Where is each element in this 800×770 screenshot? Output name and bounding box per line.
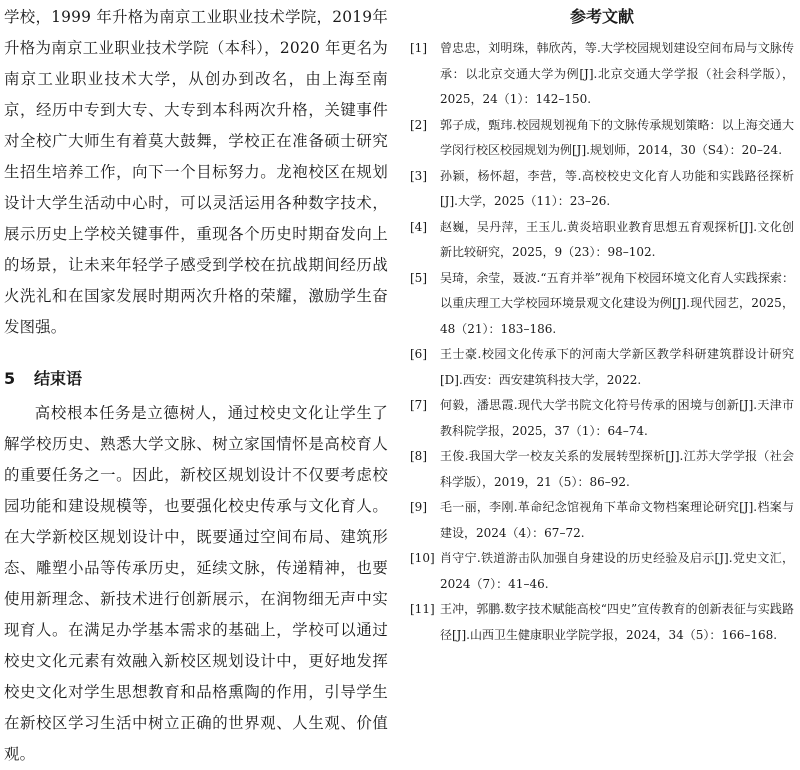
- left-column: [4, 2, 388, 770]
- reference-list: [410, 36, 794, 648]
- reference-number: [11]: [410, 602, 435, 616]
- reference-number: [5]: [410, 270, 427, 285]
- reference-text: 曾忠忠，刘明珠，韩欣芮，等.大学校园规划建设空间布局与文脉传承：以北京交通大学为例[J].北京交通大学学报（社会科学版），2025，24（1）：142–150.: [440, 41, 794, 106]
- reference-item: [410, 113, 794, 164]
- reference-item: [410, 546, 794, 597]
- reference-text: 赵巍，吴丹萍，王玉儿.黄炎培职业教育思想五育观探析[J].文化创新比较研究，2025，9（23）：98–102.: [440, 219, 794, 259]
- reference-text: 吴琦，余莹，聂波.“五育并举”视角下校园环境文化育人实践探索：以重庆理工大学校园环境景观文化建设为例[J].现代园艺，2025，48（21）：183–186.: [440, 270, 794, 336]
- reference-number: [3]: [410, 168, 427, 183]
- reference-item: [410, 444, 794, 495]
- reference-text: 何毅，潘思霞.现代大学书院文化符号传承的困境与创新[J].天津市教科院学报，2025，37（1）：64–74.: [440, 398, 794, 438]
- body-paragraph-2: 高校根本任务是立德树人，通过校史文化让学生了解学校历史、熟悉大学文脉、树立家国情怀是高校育人的重要任务之一。因此，新校区规划设计不仅要考虑校园功能和建设规模等，也要强化校史传承与文化育人。在大学新校区规划设计中，既要通过空间布局、建筑形态、雕塑小品等传承历史，延续文脉，传递精神，也要使用新理念、新技术进行创新展示，在润物细无声中实现育人。在满足办学基本需求的基础上，学校可以通过校史文化元素有效融入新校区规划设计中，更好地发挥校史文化对学生思想教育和品格熏陶的作用，引导学生在新校区学习生活中树立正确的世界观、人生观、价值观。: [4, 404, 388, 763]
- section-heading: [4, 364, 388, 394]
- reference-number: [6]: [410, 347, 427, 361]
- reference-item: [410, 393, 794, 444]
- reference-item: [410, 495, 794, 546]
- reference-item: [410, 266, 794, 343]
- reference-item: [410, 597, 794, 648]
- reference-text: 郭子成，甄玮.校园规划视角下的文脉传承规划策略：以上海交通大学闵行校区校园规划为例[J].规划师，2014，30（S4）：20–24.: [440, 117, 794, 157]
- reference-text: 王士豪.校园文化传承下的河南大学新区教学科研建筑群设计研究[D].西安：西安建筑科技大学，2022.: [440, 347, 794, 387]
- reference-text: 王俊.我国大学一校友关系的发展转型探析[J].江苏大学学报（社会科学版），2019，21（5）：86–92.: [440, 449, 794, 489]
- reference-number: [8]: [410, 449, 427, 463]
- reference-text: 孙颖，杨怀超，李营，等.高校校史文化育人功能和实践路径探析[J].大学，2025（11）：23–26.: [440, 168, 794, 208]
- reference-number: [2]: [410, 117, 427, 132]
- reference-text: 毛一丽，李刚.革命纪念馆视角下革命文物档案理论研究[J].档案与建设，2024（4）：67–72.: [440, 500, 794, 540]
- body-paragraph-1: 学校，1999 年升格为南京工业职业技术学院，2019年升格为南京工业职业技术学院（本科），2020 年更名为南京工业职业技术大学，从创办到改名，由上海至南京，经历中专到大专、大专到本科两次升格，关键事件对全校广大师生有着莫大鼓舞，学校正在准备硕士研究生招生培养工作，向下一个目标努力。龙袍校区在规划设计大学生活动中心时，可以灵活运用各种数字技术，展示历史上学校关键事件，重现各个历史时期奋发向上的场景，让未来年轻学子感受到学校在抗战期间经历战火洗礼和在国家发展时期两次升格的荣耀，激励学生奋发图强。: [4, 8, 388, 336]
- reference-text: 肖守宁.铁道游击队加强自身建设的历史经验及启示[J].党史文汇，2024（7）：41–46.: [440, 551, 794, 591]
- reference-item: [410, 164, 794, 215]
- reference-number: [4]: [410, 219, 427, 234]
- reference-item: [410, 36, 794, 113]
- references-title: 参考文献: [569, 7, 634, 26]
- reference-number: [10]: [410, 551, 435, 565]
- reference-text: 王冲，郭鹏.数字技术赋能高校“四史”宣传教育的创新表征与实践路径[J].山西卫生健康职业学院学报，2024，34（5）：166–168.: [440, 602, 794, 642]
- right-column: [410, 2, 794, 648]
- reference-number: [1]: [410, 41, 427, 55]
- reference-item: [410, 342, 794, 393]
- reference-item: [410, 215, 794, 266]
- reference-number: [7]: [410, 398, 427, 412]
- section-number: 5: [4, 369, 16, 388]
- section-title: 结束语: [34, 369, 83, 388]
- reference-number: [9]: [410, 500, 427, 514]
